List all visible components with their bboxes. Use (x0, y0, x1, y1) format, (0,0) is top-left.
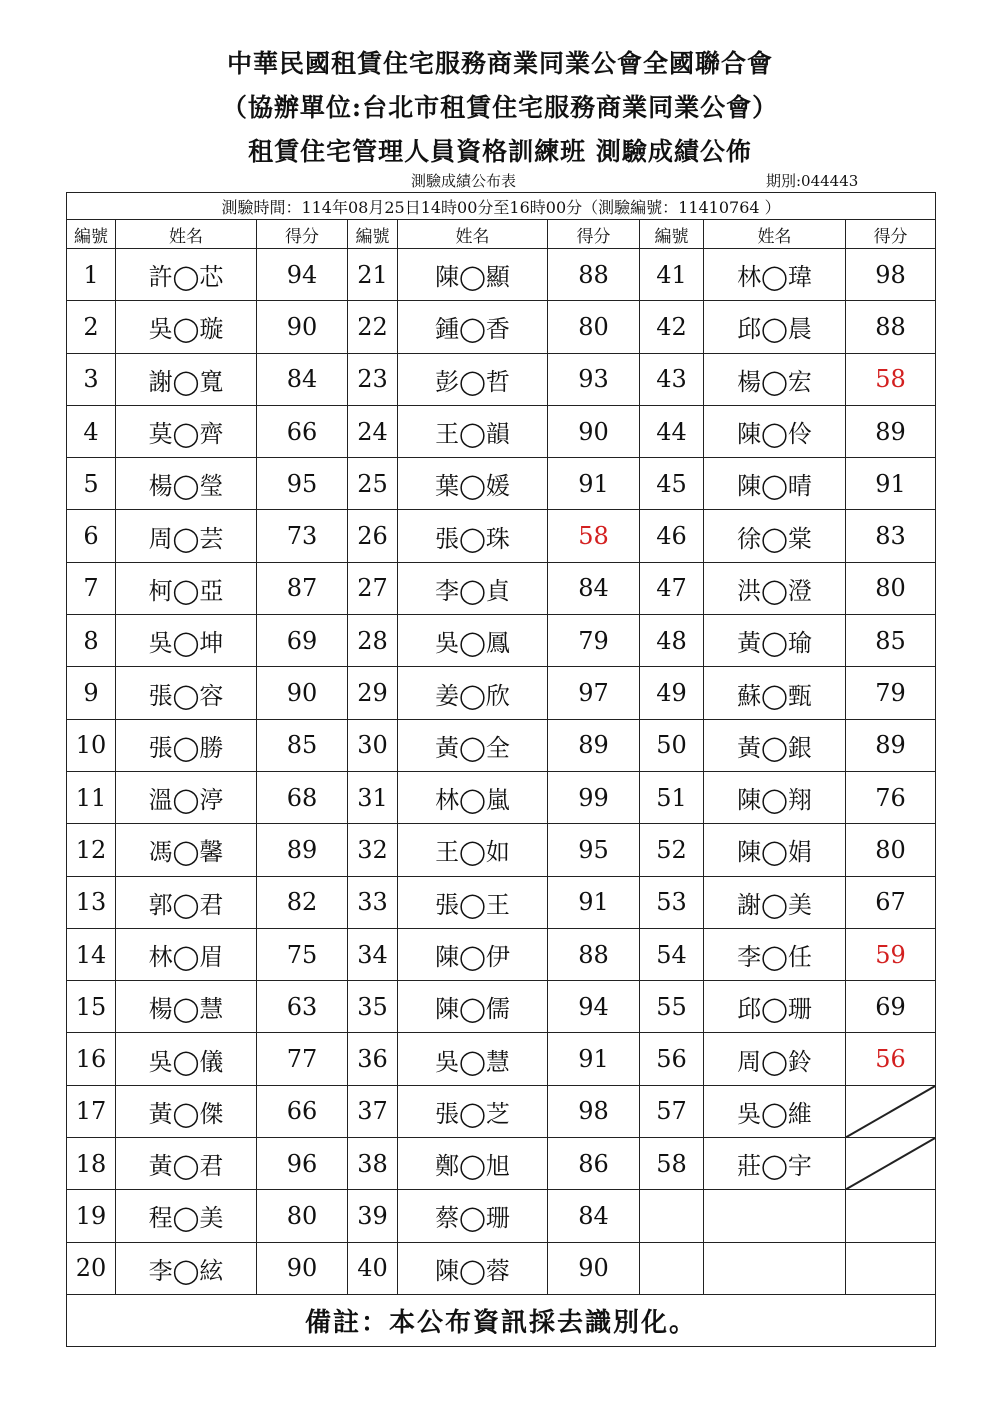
student-number: 44 (640, 405, 704, 457)
student-number: 25 (348, 458, 398, 510)
student-name: 蘇◯甄 (704, 667, 846, 719)
student-score: 88 (846, 301, 936, 353)
student-number: 41 (640, 249, 704, 301)
table-row (67, 1242, 936, 1294)
student-number: 8 (67, 615, 116, 667)
student-name: 吳◯儀 (116, 1033, 257, 1085)
student-number: 37 (348, 1085, 398, 1137)
student-score: 94 (257, 249, 348, 301)
student-number: 21 (348, 249, 398, 301)
student-number: 29 (348, 667, 398, 719)
student-name: 李◯貞 (398, 562, 548, 614)
col-no-header: 編號 (348, 220, 398, 249)
table-row (67, 353, 936, 405)
student-number: 22 (348, 301, 398, 353)
student-score: 88 (548, 249, 640, 301)
col-no-header: 編號 (67, 220, 116, 249)
student-number (640, 1242, 704, 1294)
student-number: 31 (348, 771, 398, 823)
score-table (66, 192, 936, 1347)
table-row (67, 1138, 936, 1190)
student-name: 程◯美 (116, 1190, 257, 1242)
student-number: 12 (67, 824, 116, 876)
student-score: 68 (257, 771, 348, 823)
student-number: 9 (67, 667, 116, 719)
student-name: 郭◯君 (116, 876, 257, 928)
student-number: 23 (348, 353, 398, 405)
student-number: 3 (67, 353, 116, 405)
table-row (67, 249, 936, 301)
student-name: 周◯芸 (116, 510, 257, 562)
table-row (67, 1190, 936, 1242)
student-number: 51 (640, 771, 704, 823)
student-name: 陳◯儒 (398, 981, 548, 1033)
student-score: 86 (548, 1138, 640, 1190)
student-name: 鍾◯香 (398, 301, 548, 353)
student-name: 吳◯鳳 (398, 615, 548, 667)
diagonal-slash-icon (846, 1138, 935, 1189)
student-number: 42 (640, 301, 704, 353)
table-row (67, 562, 936, 614)
student-number: 14 (67, 928, 116, 980)
student-number: 53 (640, 876, 704, 928)
student-name: 陳◯娟 (704, 824, 846, 876)
student-number: 57 (640, 1085, 704, 1137)
student-score: 91 (548, 458, 640, 510)
student-number: 7 (67, 562, 116, 614)
student-name: 楊◯瑩 (116, 458, 257, 510)
student-score: 91 (548, 1033, 640, 1085)
header-row (67, 220, 936, 249)
student-name: 溫◯渟 (116, 771, 257, 823)
student-score: 99 (548, 771, 640, 823)
student-score: 90 (257, 1242, 348, 1294)
student-name: 吳◯璇 (116, 301, 257, 353)
col-name-header: 姓名 (116, 220, 257, 249)
student-number: 4 (67, 405, 116, 457)
student-number: 19 (67, 1190, 116, 1242)
student-name: 葉◯媛 (398, 458, 548, 510)
caption-line (66, 170, 934, 192)
student-number: 39 (348, 1190, 398, 1242)
student-name: 吳◯慧 (398, 1033, 548, 1085)
student-name: 李◯絃 (116, 1242, 257, 1294)
student-name: 彭◯哲 (398, 353, 548, 405)
table-row (67, 667, 936, 719)
student-name: 黃◯君 (116, 1138, 257, 1190)
student-number: 36 (348, 1033, 398, 1085)
student-number: 48 (640, 615, 704, 667)
student-score: 94 (548, 981, 640, 1033)
student-number: 45 (640, 458, 704, 510)
student-score: 63 (257, 981, 348, 1033)
course-subtitle: 租賃住宅管理人員資格訓練班 測驗成績公佈 (248, 137, 752, 166)
col-name-header: 姓名 (398, 220, 548, 249)
student-name: 黃◯瑜 (704, 615, 846, 667)
student-name: 洪◯澄 (704, 562, 846, 614)
student-number: 10 (67, 719, 116, 771)
student-score: 80 (846, 562, 936, 614)
table-row (67, 981, 936, 1033)
student-score: 96 (257, 1138, 348, 1190)
table-row (67, 876, 936, 928)
student-number: 55 (640, 981, 704, 1033)
student-name: 王◯韻 (398, 405, 548, 457)
student-score: 89 (846, 405, 936, 457)
student-number (640, 1190, 704, 1242)
student-number: 20 (67, 1242, 116, 1294)
student-score: 84 (548, 562, 640, 614)
student-name: 林◯眉 (116, 928, 257, 980)
student-score: 69 (846, 981, 936, 1033)
student-name: 陳◯晴 (704, 458, 846, 510)
col-score-header: 得分 (548, 220, 640, 249)
student-score: 59 (846, 928, 936, 980)
student-score: 58 (846, 353, 936, 405)
student-number: 5 (67, 458, 116, 510)
student-number: 56 (640, 1033, 704, 1085)
student-name: 許◯芯 (116, 249, 257, 301)
student-name: 謝◯美 (704, 876, 846, 928)
student-score: 82 (257, 876, 348, 928)
student-score: 90 (548, 1242, 640, 1294)
student-number: 15 (67, 981, 116, 1033)
student-score: 77 (257, 1033, 348, 1085)
period-label: 期別:044443 (766, 172, 859, 190)
student-name: 黃◯傑 (116, 1085, 257, 1137)
student-name: 楊◯慧 (116, 981, 257, 1033)
student-name: 周◯鈴 (704, 1033, 846, 1085)
student-name: 柯◯亞 (116, 562, 257, 614)
student-number: 33 (348, 876, 398, 928)
footer-row (67, 1294, 936, 1346)
table-row (67, 458, 936, 510)
student-name: 陳◯伶 (704, 405, 846, 457)
student-name: 徐◯棠 (704, 510, 846, 562)
student-name: 李◯任 (704, 928, 846, 980)
student-score: 66 (257, 1085, 348, 1137)
student-number: 26 (348, 510, 398, 562)
student-name: 黃◯銀 (704, 719, 846, 771)
student-number: 40 (348, 1242, 398, 1294)
student-score: 85 (257, 719, 348, 771)
student-number: 49 (640, 667, 704, 719)
student-number: 13 (67, 876, 116, 928)
student-score: 58 (548, 510, 640, 562)
table-row (67, 615, 936, 667)
student-name: 楊◯宏 (704, 353, 846, 405)
exam-time: 測驗時間：114年08月25日14時00分至16時00分（測驗編號：11410764 ） (67, 193, 936, 220)
absent-slash-cell (846, 1138, 936, 1190)
student-score: 79 (548, 615, 640, 667)
student-number: 35 (348, 981, 398, 1033)
student-number: 18 (67, 1138, 116, 1190)
student-score: 88 (548, 928, 640, 980)
student-name: 吳◯坤 (116, 615, 257, 667)
student-name (704, 1242, 846, 1294)
student-name: 陳◯顯 (398, 249, 548, 301)
table-row (67, 1033, 936, 1085)
student-name: 蔡◯珊 (398, 1190, 548, 1242)
student-score: 90 (548, 405, 640, 457)
student-name: 謝◯寬 (116, 353, 257, 405)
student-number: 58 (640, 1138, 704, 1190)
student-number: 38 (348, 1138, 398, 1190)
table-row (67, 824, 936, 876)
student-score: 84 (257, 353, 348, 405)
student-number: 24 (348, 405, 398, 457)
student-score: 91 (846, 458, 936, 510)
student-score: 98 (846, 249, 936, 301)
student-name: 邱◯珊 (704, 981, 846, 1033)
col-no-header: 編號 (640, 220, 704, 249)
student-number: 17 (67, 1085, 116, 1137)
student-name: 陳◯蓉 (398, 1242, 548, 1294)
table-row (67, 405, 936, 457)
table-row (67, 771, 936, 823)
student-number: 50 (640, 719, 704, 771)
student-name: 陳◯伊 (398, 928, 548, 980)
table-row (67, 1085, 936, 1137)
student-number: 2 (67, 301, 116, 353)
student-number: 43 (640, 353, 704, 405)
table-row (67, 719, 936, 771)
student-score: 80 (548, 301, 640, 353)
table-row (67, 928, 936, 980)
student-score: 79 (846, 667, 936, 719)
student-score: 83 (846, 510, 936, 562)
student-score: 93 (548, 353, 640, 405)
student-number: 52 (640, 824, 704, 876)
student-number: 34 (348, 928, 398, 980)
student-number: 54 (640, 928, 704, 980)
student-score: 85 (846, 615, 936, 667)
student-score: 89 (548, 719, 640, 771)
student-number: 1 (67, 249, 116, 301)
student-score: 56 (846, 1033, 936, 1085)
student-score: 95 (257, 458, 348, 510)
student-name: 陳◯翔 (704, 771, 846, 823)
student-number: 46 (640, 510, 704, 562)
student-number: 27 (348, 562, 398, 614)
col-score-header: 得分 (846, 220, 936, 249)
student-name: 王◯如 (398, 824, 548, 876)
student-name: 鄭◯旭 (398, 1138, 548, 1190)
student-score: 91 (548, 876, 640, 928)
student-name: 張◯王 (398, 876, 548, 928)
col-score-header: 得分 (257, 220, 348, 249)
student-name: 吳◯維 (704, 1085, 846, 1137)
student-name: 莊◯宇 (704, 1138, 846, 1190)
diagonal-slash-icon (846, 1086, 935, 1137)
student-name: 莫◯齊 (116, 405, 257, 457)
student-number: 47 (640, 562, 704, 614)
student-score (846, 1242, 936, 1294)
student-score: 90 (257, 301, 348, 353)
student-name: 邱◯晨 (704, 301, 846, 353)
student-name: 姜◯欣 (398, 667, 548, 719)
student-name: 張◯勝 (116, 719, 257, 771)
table-row (67, 510, 936, 562)
student-name: 張◯容 (116, 667, 257, 719)
student-score: 75 (257, 928, 348, 980)
student-score: 89 (846, 719, 936, 771)
student-score: 97 (548, 667, 640, 719)
student-score: 80 (846, 824, 936, 876)
student-name: 林◯嵐 (398, 771, 548, 823)
student-score: 76 (846, 771, 936, 823)
co-organizer-line: （協辦單位:台北市租賃住宅服務商業同業公會） (221, 93, 779, 122)
table-row (67, 301, 936, 353)
student-score: 95 (548, 824, 640, 876)
student-name: 張◯芝 (398, 1085, 548, 1137)
student-number: 6 (67, 510, 116, 562)
student-number: 11 (67, 771, 116, 823)
student-score: 89 (257, 824, 348, 876)
student-number: 16 (67, 1033, 116, 1085)
student-number: 32 (348, 824, 398, 876)
student-score: 90 (257, 667, 348, 719)
table-caption: 測驗成績公布表 (411, 172, 517, 190)
footer-note: 備註：本公布資訊採去識別化。 (67, 1294, 936, 1346)
student-score: 73 (257, 510, 348, 562)
absent-slash-cell (846, 1085, 936, 1137)
student-number: 30 (348, 719, 398, 771)
col-name-header: 姓名 (704, 220, 846, 249)
student-score: 87 (257, 562, 348, 614)
student-score: 69 (257, 615, 348, 667)
student-score: 67 (846, 876, 936, 928)
student-score: 80 (257, 1190, 348, 1242)
student-name: 林◯瑋 (704, 249, 846, 301)
student-name: 張◯珠 (398, 510, 548, 562)
student-score: 98 (548, 1085, 640, 1137)
student-score (846, 1190, 936, 1242)
student-name (704, 1190, 846, 1242)
student-number: 28 (348, 615, 398, 667)
organization-title: 中華民國租賃住宅服務商業同業公會全國聯合會 (226, 49, 773, 78)
student-score: 84 (548, 1190, 640, 1242)
student-name: 黃◯全 (398, 719, 548, 771)
student-name: 馮◯馨 (116, 824, 257, 876)
student-score: 66 (257, 405, 348, 457)
